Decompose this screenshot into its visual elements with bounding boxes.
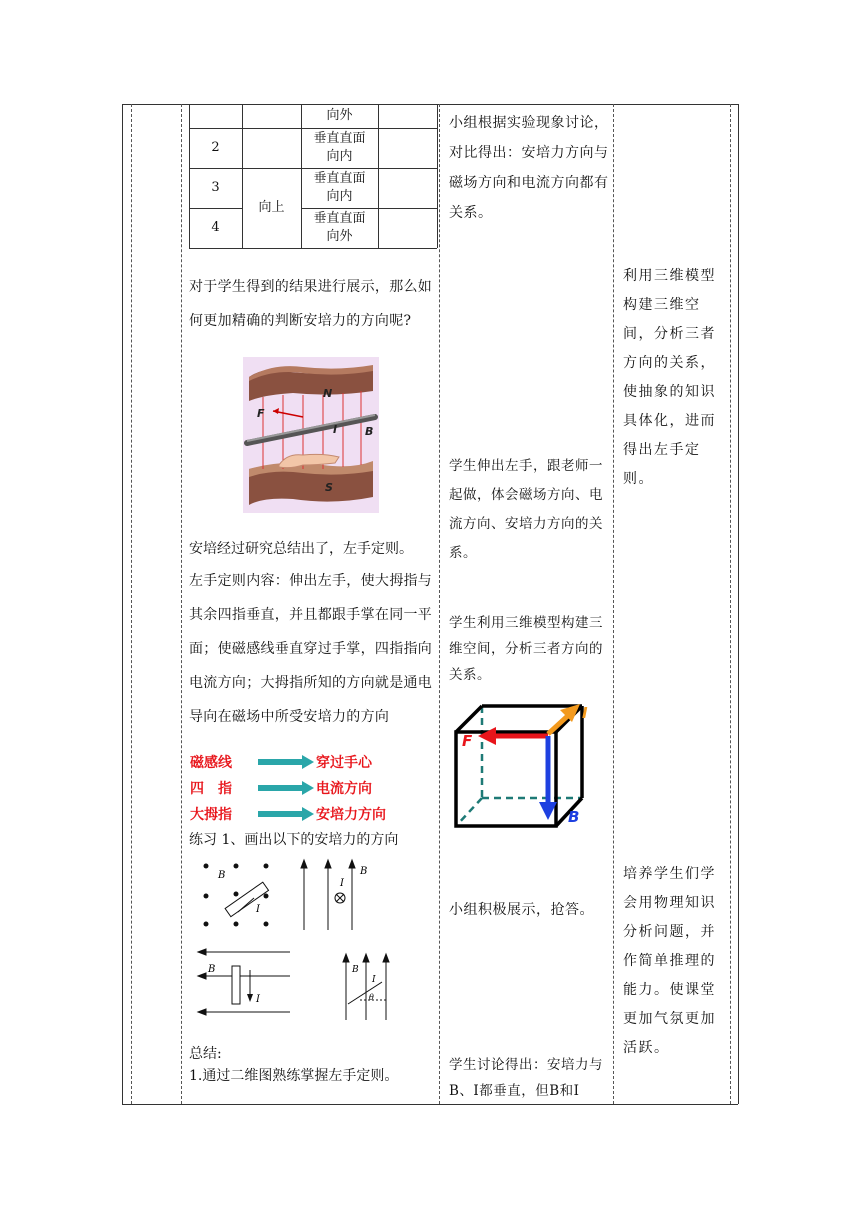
exercise-diagram-1: [198, 858, 284, 932]
student-activity-4: 小组积极展示，抢答。: [449, 902, 594, 918]
rule-arrow: [258, 781, 314, 795]
table-cell-num: 2: [211, 140, 220, 155]
student-activity-5: 学生讨论得出：安培力与B、I都垂直，但B和I: [449, 1057, 603, 1099]
exercise-diagram-2: [298, 858, 378, 932]
rule-left: 磁感线: [190, 755, 232, 771]
svg-text:S: S: [325, 481, 333, 494]
svg-text:I: I: [333, 423, 338, 436]
table-cell-num: 3: [211, 180, 220, 195]
svg-text:B: B: [365, 425, 374, 438]
svg-text:F: F: [462, 732, 473, 750]
rule-left: 四 指: [190, 781, 232, 797]
table-cell-force: 向外: [326, 108, 353, 123]
svg-text:I: I: [372, 975, 376, 985]
svg-text:θ: θ: [369, 993, 374, 1002]
exercise-diagram-3: [196, 946, 292, 1018]
svg-text:F: F: [257, 407, 265, 420]
magnet-figure: [243, 357, 379, 513]
design-intent-1: 利用三维模型构建三维空间，分析三者方向的关系，使抽象的知识具体化，进而得出左手定则。: [623, 268, 716, 487]
rule-right: 电流方向: [316, 781, 372, 797]
left-hand-rule-text: 左手定则内容：伸出左手，使大拇指与其余四指垂直，并且都跟手掌在同一平面；使磁感线垂直穿过手掌，四指指向电流方向；大拇指所知的方向就是通电导向在磁场中所受安培力的方向: [189, 573, 433, 725]
table-cell-current: 向上: [258, 200, 285, 215]
exercise-title: 练习 1、画出以下的安培力的方向: [189, 832, 399, 848]
student-activity-1: 小组根据实验现象讨论，对比得出：安培力方向与磁场方向和电流方向都有关系。: [449, 115, 609, 221]
table-cell-force: 垂直直面向外: [313, 211, 366, 244]
table-cell-force: 垂直直面向内: [313, 171, 366, 204]
3d-cube-model: [448, 700, 598, 832]
table-cell-num: 4: [211, 220, 220, 235]
rule-arrow: [258, 755, 314, 769]
svg-text:I: I: [256, 994, 260, 1005]
svg-text:B: B: [208, 964, 216, 975]
rule-right: 穿过手心: [316, 755, 372, 771]
summary-item-1: 1.通过二维图熟练掌握左手定则。: [189, 1068, 399, 1084]
rule-right: 安培力方向: [316, 807, 386, 823]
design-intent-2: 培养学生们学会用物理知识分析问题，并作简单推理的能力。使课堂更加气氛更加活跃。: [623, 866, 716, 1056]
summary-title: 总结:: [189, 1046, 222, 1062]
svg-text:B: B: [360, 866, 368, 877]
teacher-question: 对于学生得到的结果进行展示，那么如何更加精确的判断安培力的方向呢?: [189, 279, 433, 329]
svg-text:B: B: [568, 808, 580, 826]
svg-text:I: I: [256, 904, 260, 915]
student-activity-2: 学生伸出左手，跟老师一起做，体会磁场方向、电流方向、安培力方向的关系。: [449, 458, 603, 561]
rule-left: 大拇指: [190, 807, 232, 823]
exercise-diagram-4: [338, 952, 398, 1022]
teacher-summary-line: 安培经过研究总结出了，左手定则。: [189, 541, 413, 557]
svg-text:I: I: [582, 704, 588, 722]
svg-text:B: B: [352, 965, 359, 975]
svg-text:I: I: [340, 878, 344, 889]
svg-text:B: B: [218, 870, 226, 881]
rule-arrow: [258, 807, 314, 821]
svg-text:N: N: [323, 387, 333, 400]
table-cell-force: 垂直直面向内: [313, 131, 366, 164]
student-activity-3: 学生利用三维模型构建三维空间，分析三者方向的关系。: [449, 615, 603, 683]
